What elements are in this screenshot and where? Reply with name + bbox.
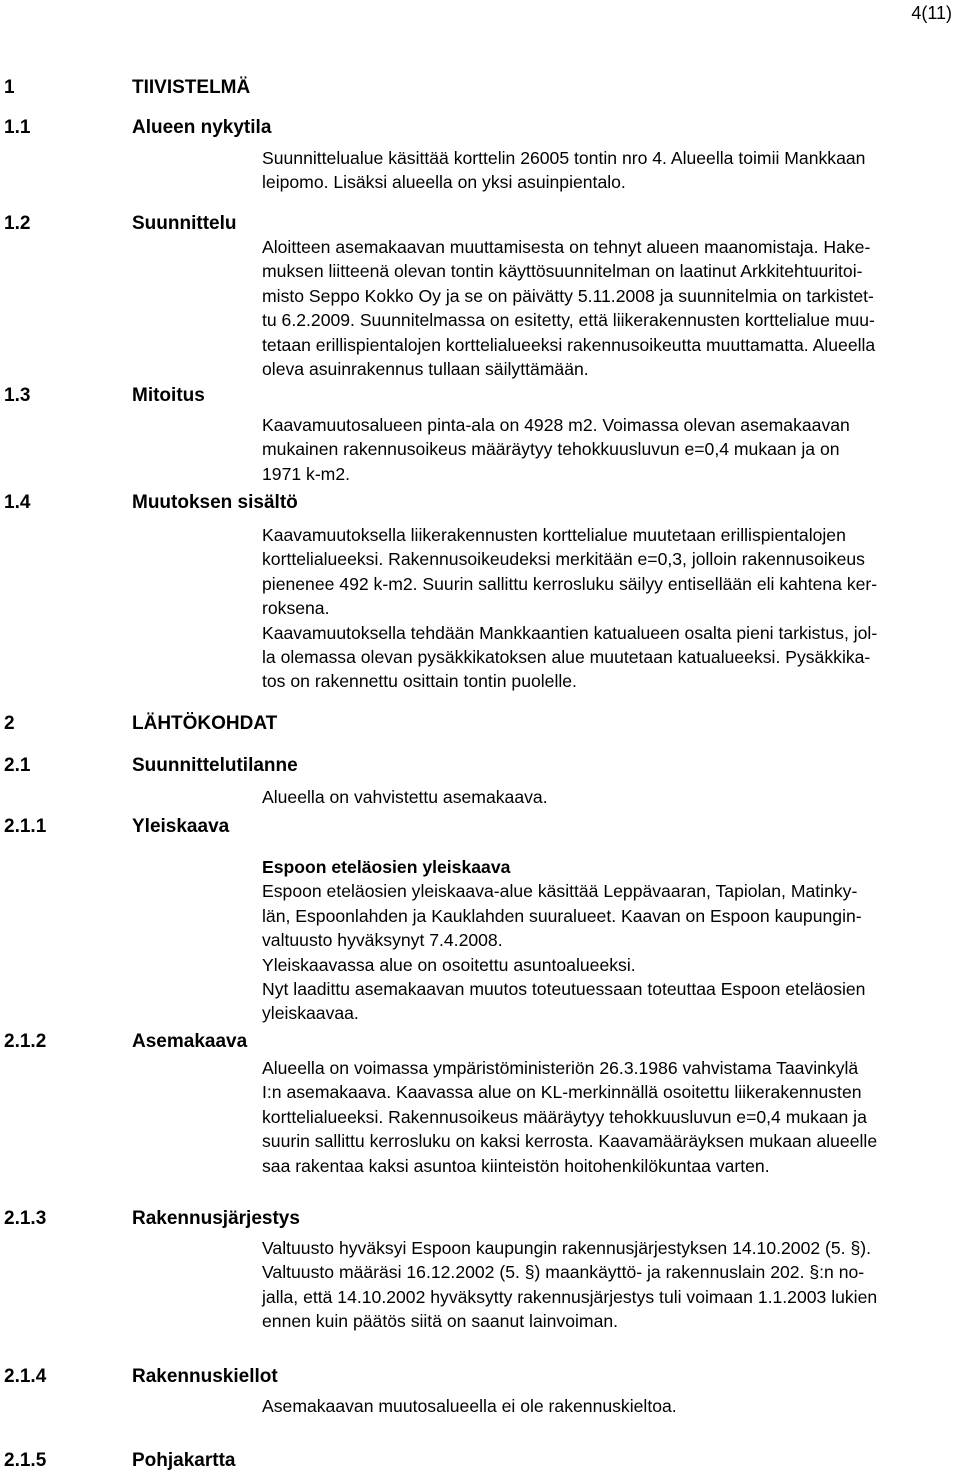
text-line: muksen liitteenä olevan tontin käyttösuunnitelman on laatinut Arkkitehtuuritoi- [262, 261, 863, 282]
text-line: ennen kuin päätös siitä on saanut lainvoiman. [262, 1311, 619, 1332]
heading-1-3: 1.3 Mitoitus [4, 385, 205, 406]
text-line: Asemakaavan muutosalueella ei ole rakennuskieltoa. [262, 1396, 677, 1416]
text-line: mukainen rakennusoikeus määräytyy tehokkuusluvun e=0,4 mukaan ja on [262, 439, 840, 460]
text-line: korttelialueeksi. Rakennusoikeudeksi merkitään e=0,3, jolloin rakennusoikeus [262, 549, 865, 570]
text-line: suurin sallittu kerrosluku on kaksi kerrosta. Kaavamääräyksen mukaan alueelle [262, 1131, 878, 1152]
heading-2-1-1: 2.1.1 Yleiskaava [4, 816, 230, 837]
paragraph-rakennusjarjestys [262, 1236, 956, 1334]
paragraph-asemakaava [262, 1056, 956, 1178]
paragraph-rakennuskiellot [262, 1394, 956, 1418]
paragraph-nykytila [262, 146, 956, 195]
heading-2: 2 LÄHTÖKOHDAT [4, 713, 278, 734]
text-line: Espoon eteläosien yleiskaava-alue käsittää Leppävaaran, Tapiolan, Matinky- [262, 881, 858, 902]
text-line: oleva asuinrakennus tullaan säilyttämään. [262, 359, 589, 380]
text-line: I:n asemakaava. Kaavassa alue on KL-merkinnällä osoitettu liikerakennusten [262, 1082, 862, 1103]
text-line: roksena. [262, 598, 330, 619]
text-line: Nyt laadittu asemakaavan muutos toteutuessaan toteuttaa Espoon eteläosien [262, 979, 866, 1000]
text-line: Aloitteen asemakaavan muuttamisesta on tehnyt alueen maanomistaja. Hake- [262, 237, 871, 257]
page-number: 4(11) [911, 3, 952, 23]
text-line: leipomo. Lisäksi alueella on yksi asuinpientalo. [262, 172, 626, 193]
text-line: Alueella on voimassa ympäristöministeriön 26.3.1986 vahvistama Taavinkylä [262, 1058, 859, 1078]
heading-2-1-5: 2.1.5 Pohjakartta [4, 1450, 236, 1471]
text-line: Kaavamuutoksella liikerakennusten korttelialue muutetaan erillispientalojen [262, 525, 846, 545]
paragraph-suunnittelutilanne [262, 785, 956, 809]
text-line: tu 6.2.2009. Suunnitelmassa on esitetty, että liikerakennusten korttelialue muu- [262, 310, 875, 331]
text-line: misto Seppo Kokko Oy ja se on päivätty 5.11.2008 ja suunnitelmia on tarkistet- [262, 285, 874, 306]
text-line: Valtuusto hyväksyi Espoon kaupungin rakennusjärjestyksen 14.10.2002 (5. §). [262, 1238, 871, 1258]
text-line: tos on rakennettu osittain tontin puolelle. [262, 671, 577, 692]
text-line: Alueella on vahvistettu asemakaava. [262, 787, 548, 807]
heading-2-1-4: 2.1.4 Rakennuskiellot [4, 1366, 278, 1387]
text-line: Yleiskaavassa alue on osoitettu asuntoalueeksi. [262, 954, 636, 975]
text-line: la olemassa olevan pysäkkikatoksen alue muutetaan katualueeksi. Pysäkkika- [262, 647, 871, 668]
text-line: korttelialueeksi. Rakennusoikeus määräytyy tehokkuusluvun e=0,4 mukaan ja [262, 1106, 867, 1127]
text-line: Valtuusto määräsi 16.12.2002 (5. §) maankäyttö- ja rakennuslain 202. §:n no- [262, 1262, 865, 1283]
text-line: valtuusto hyväksynyt 7.4.2008. [262, 930, 503, 951]
text-line: Kaavamuutoksella tehdään Mankkaantien katualueen osalta pieni tarkistus, jol- [262, 622, 878, 643]
text-line: saa rakentaa kaksi asuntoa kiinteistön hoitohenkilökuntaa varten. [262, 1155, 770, 1176]
paragraph-muutos [262, 523, 956, 694]
heading-1-4: 1.4 Muutoksen sisältö [4, 492, 298, 513]
heading-1-2: 1.2 Suunnittelu [4, 213, 237, 234]
subheading-espoon-yleiskaava: Espoon eteläosien yleiskaava [262, 857, 511, 877]
heading-2-1-2: 2.1.2 Asemakaava [4, 1031, 248, 1052]
heading-1-1: 1.1 Alueen nykytila [4, 117, 272, 138]
paragraph-mitoitus [262, 413, 956, 486]
text-line: Suunnittelualue käsittää korttelin 26005 tontin nro 4. Alueella toimii Mankkaan [262, 148, 866, 168]
text-line: jalla, että 14.10.2002 hyväksytty rakennusjärjestys tuli voimaan 1.1.2003 lukien [262, 1286, 878, 1307]
text-line: län, Espoonlahden ja Kauklahden suuralueet. Kaavan on Espoon kaupungin- [262, 905, 862, 926]
text-line: tetaan erillispientalojen korttelialueeksi rakennusoikeutta muuttamatta. Alueella [262, 334, 876, 355]
text-line: pienenee 492 k-m2. Suurin sallittu kerrosluku säilyy entisellään eli kahtena ker- [262, 573, 878, 594]
text-line: 1971 k-m2. [262, 463, 351, 484]
paragraph-yleiskaava [262, 855, 956, 1026]
heading-1: 1 TIIVISTELMÄ [4, 77, 251, 98]
paragraph-suunnittelu [262, 235, 956, 381]
heading-2-1: 2.1 Suunnittelutilanne [4, 755, 298, 776]
text-line: Kaavamuutosalueen pinta-ala on 4928 m2. Voimassa olevan asemakaavan [262, 415, 850, 435]
text-line: yleiskaavaa. [262, 1003, 359, 1024]
heading-2-1-3: 2.1.3 Rakennusjärjestys [4, 1208, 300, 1229]
